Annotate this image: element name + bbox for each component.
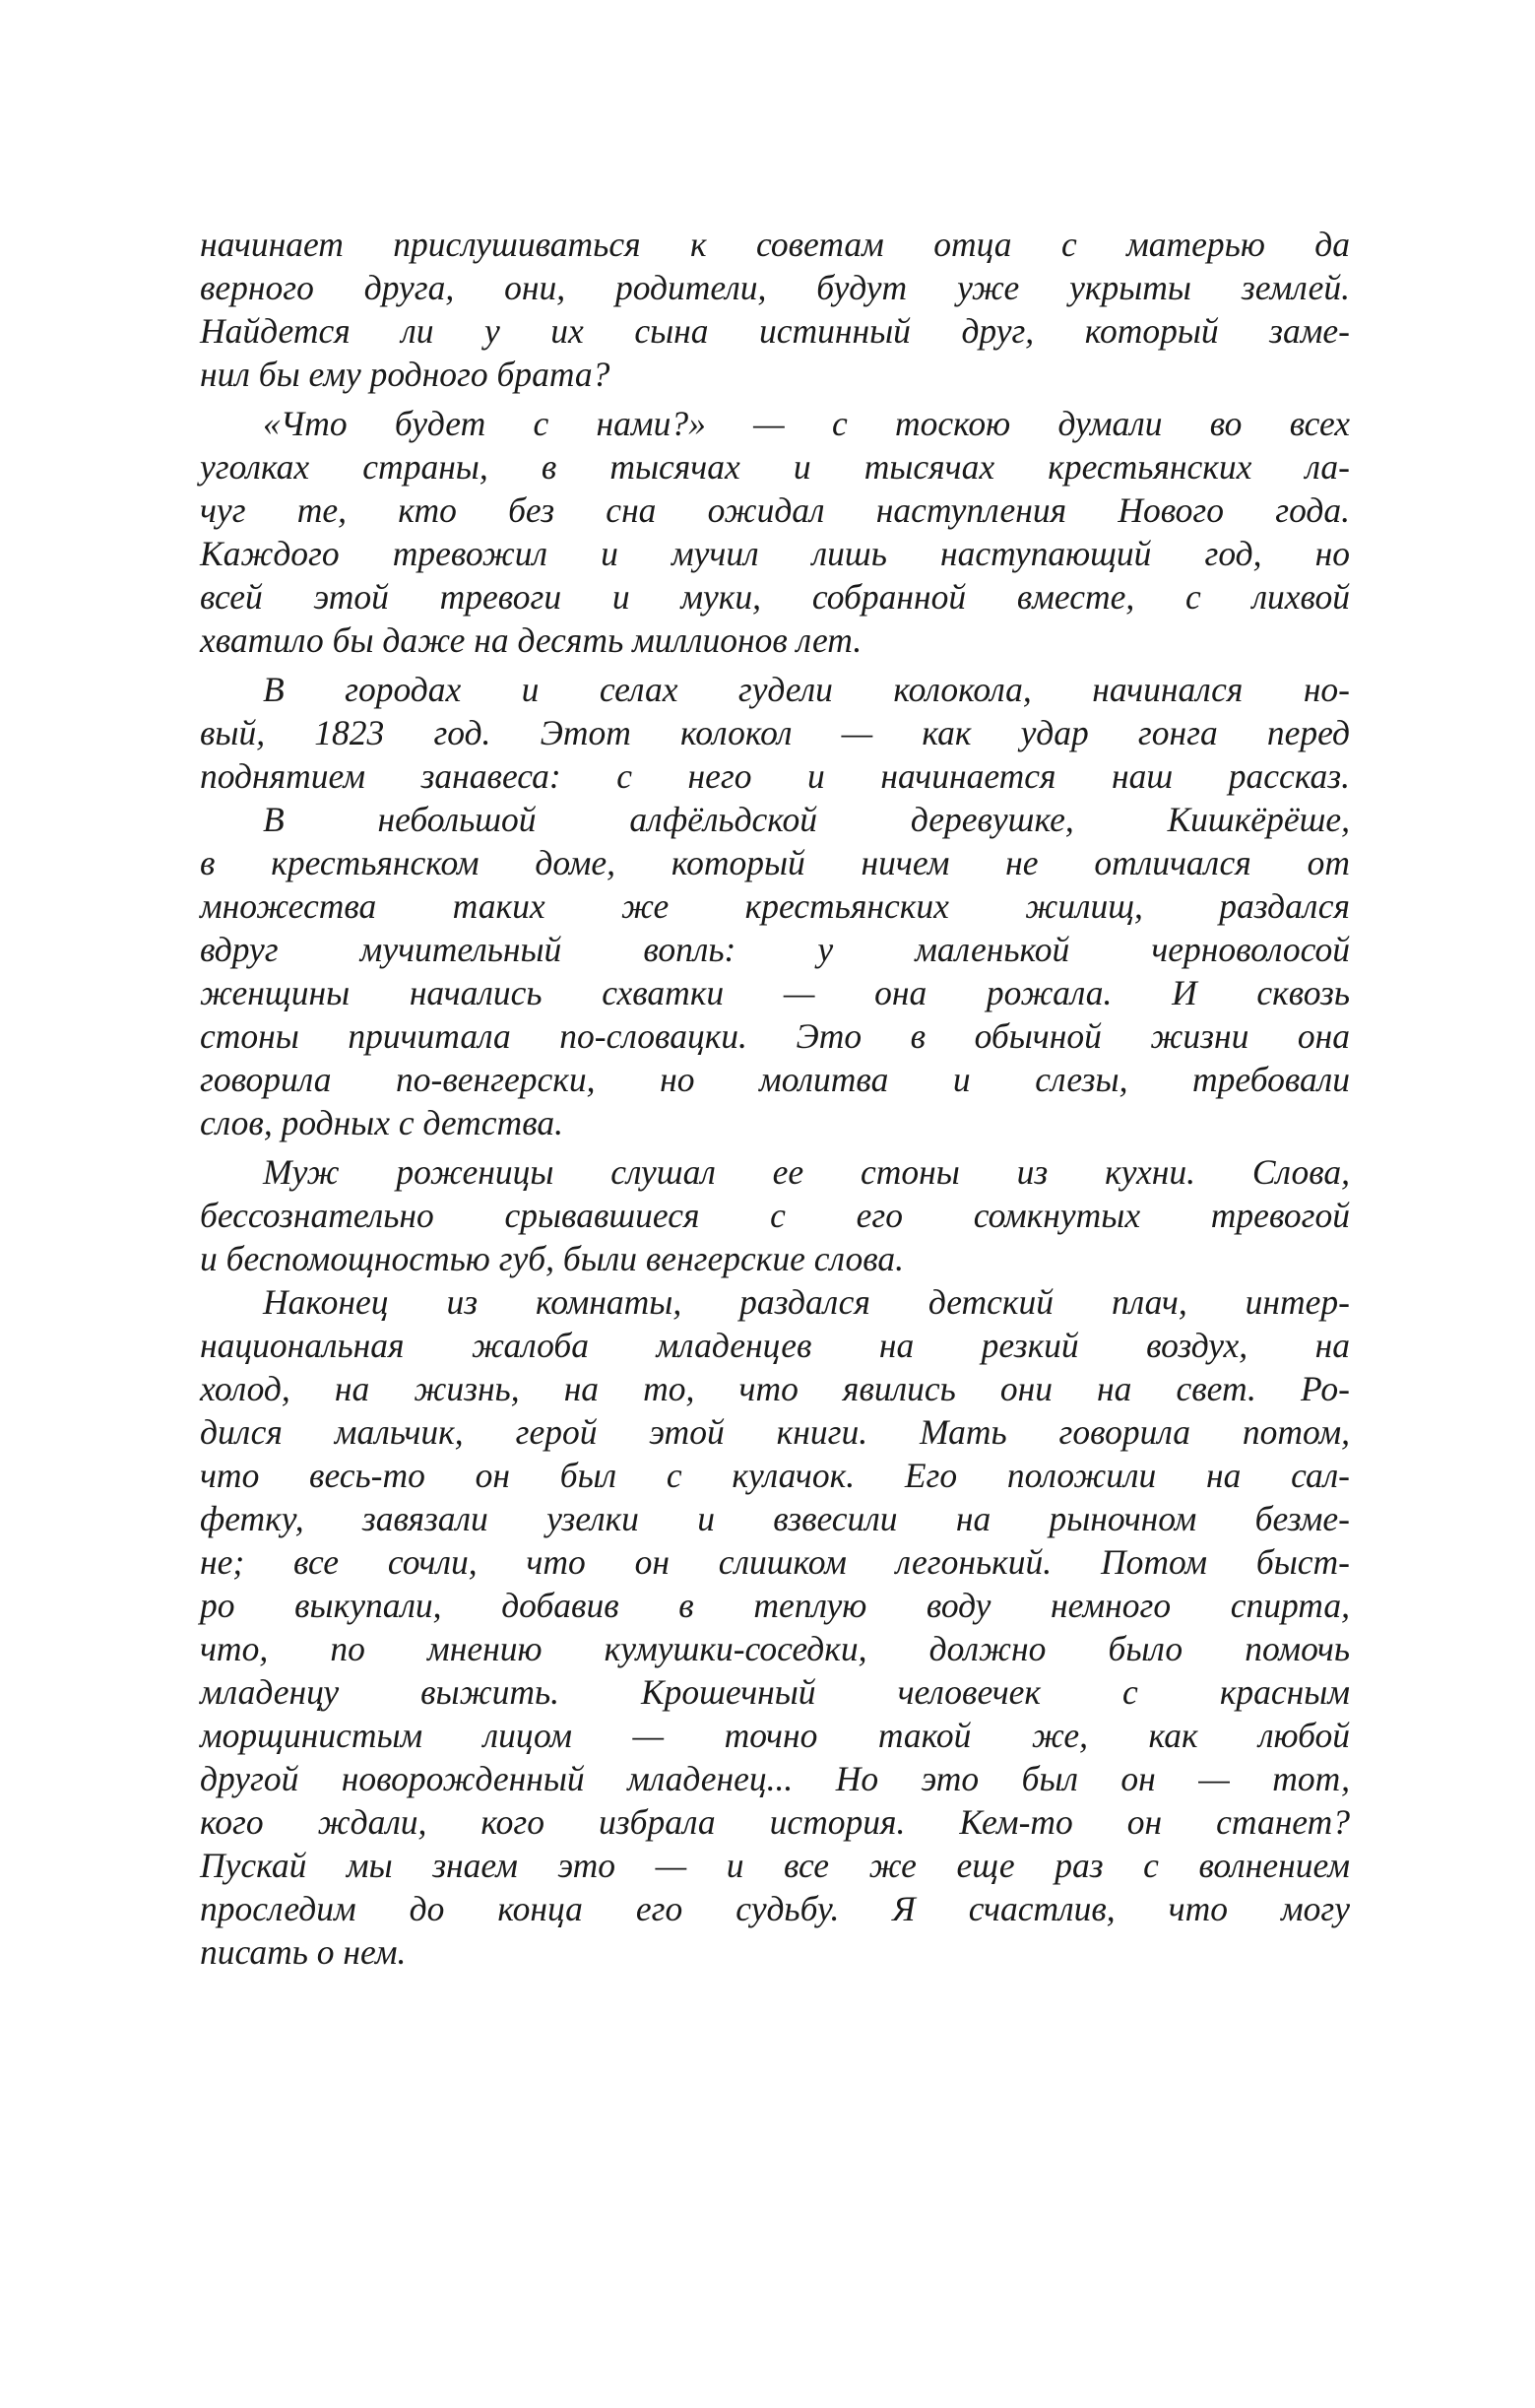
text-line: стоны причитала по-словацки. Это в обычной жизни она [200, 1016, 1350, 1056]
text-line: дился мальчик, герой этой книги. Мать говорила потом, [200, 1412, 1350, 1452]
text-line: бессознательно срывавшиеся с его сомкнутых тревогой [200, 1196, 1350, 1235]
text-line: чуг те, кто без сна ожидал наступления Нового года. [200, 490, 1350, 530]
text-line: что, по мнению кумушки-соседки, должно было помочь [200, 1629, 1350, 1668]
text-line: вдруг мучительный вопль: у маленькой черноволосой [200, 930, 1350, 969]
text-line: национальная жалоба младенцев на резкий воздух, на [200, 1326, 1350, 1365]
text-line: нил бы ему родного брата? [200, 355, 610, 394]
text-line: уголках страны, в тысячах и тысячах крестьянских ла- [200, 447, 1350, 487]
text-line: ро выкупали, добавив в теплую воду немного спирта, [200, 1586, 1350, 1625]
text-line: в крестьянском доме, который ничем не отличался от [200, 843, 1350, 882]
text-line: начинает прислушиваться к советам отца с матерью да [200, 225, 1350, 264]
text-line: Наконец из комнаты, раздался детский плач, интер- [263, 1282, 1350, 1322]
text-line: Каждого тревожил и мучил лишь наступающий год, но [200, 534, 1350, 573]
text-line: хватило бы даже на десять миллионов лет. [200, 620, 863, 660]
body-text [200, 223, 1350, 1974]
text-line: «Что будет с нами?» — с тоскою думали во всех [263, 404, 1350, 443]
text-line: кого ждали, кого избрала история. Кем-то он станет? [200, 1802, 1350, 1842]
text-line: и беспомощностью губ, были венгерские слова. [200, 1239, 904, 1278]
text-line: Найдется ли у их сына истинный друг, который заме- [200, 311, 1350, 351]
text-line: писать о нем. [200, 1932, 407, 1972]
text-line: другой новорожденный младенец... Но это был он — тот, [200, 1759, 1350, 1798]
paragraph-6 [200, 1280, 1350, 1974]
text-line: женщины начались схватки — она рожала. И сквозь [200, 973, 1350, 1012]
text-line: не; все сочли, что он слишком легонький. Потом быст- [200, 1542, 1350, 1582]
paragraph-5 [200, 1150, 1350, 1280]
paragraph-3 [200, 668, 1350, 798]
text-line: фетку, завязали узелки и взвесили на рыночном безме- [200, 1499, 1350, 1538]
text-line: верного друга, они, родители, будут уже укрыты землей. [200, 268, 1350, 307]
text-line: что весь-то он был с кулачок. Его положили на сал- [200, 1456, 1350, 1495]
text-line: морщинистым лицом — точно такой же, как любой [200, 1716, 1350, 1755]
text-line: всей этой тревоги и муки, собранной вместе, с лихвой [200, 577, 1350, 617]
text-line: холод, на жизнь, на то, что явились они на свет. Ро- [200, 1369, 1350, 1408]
text-line: множества таких же крестьянских жилищ, раздался [200, 886, 1350, 926]
text-line: вый, 1823 год. Этот колокол — как удар гонга перед [200, 713, 1350, 752]
text-line: В городах и селах гудели колокола, начинался но- [263, 670, 1350, 709]
text-line: поднятием занавеса: с него и начинается наш рассказ. [200, 756, 1350, 796]
text-line: проследим до конца его судьбу. Я счастлив, что могу [200, 1889, 1350, 1928]
text-line: младенцу выжить. Крошечный человечек с красным [200, 1672, 1350, 1712]
text-line: говорила по-венгерски, но молитва и слезы, требовали [200, 1060, 1350, 1099]
text-line: слов, родных с детства. [200, 1103, 563, 1142]
text-line: Муж роженицы слушал ее стоны из кухни. Слова, [263, 1152, 1350, 1192]
text-line: В небольшой алфёльдской деревушке, Кишкёрёше, [263, 800, 1350, 839]
paragraph-1 [200, 223, 1350, 396]
paragraph-4 [200, 798, 1350, 1144]
paragraph-2 [200, 402, 1350, 662]
text-line: Пускай мы знаем это — и все же еще раз с волнением [200, 1846, 1350, 1885]
